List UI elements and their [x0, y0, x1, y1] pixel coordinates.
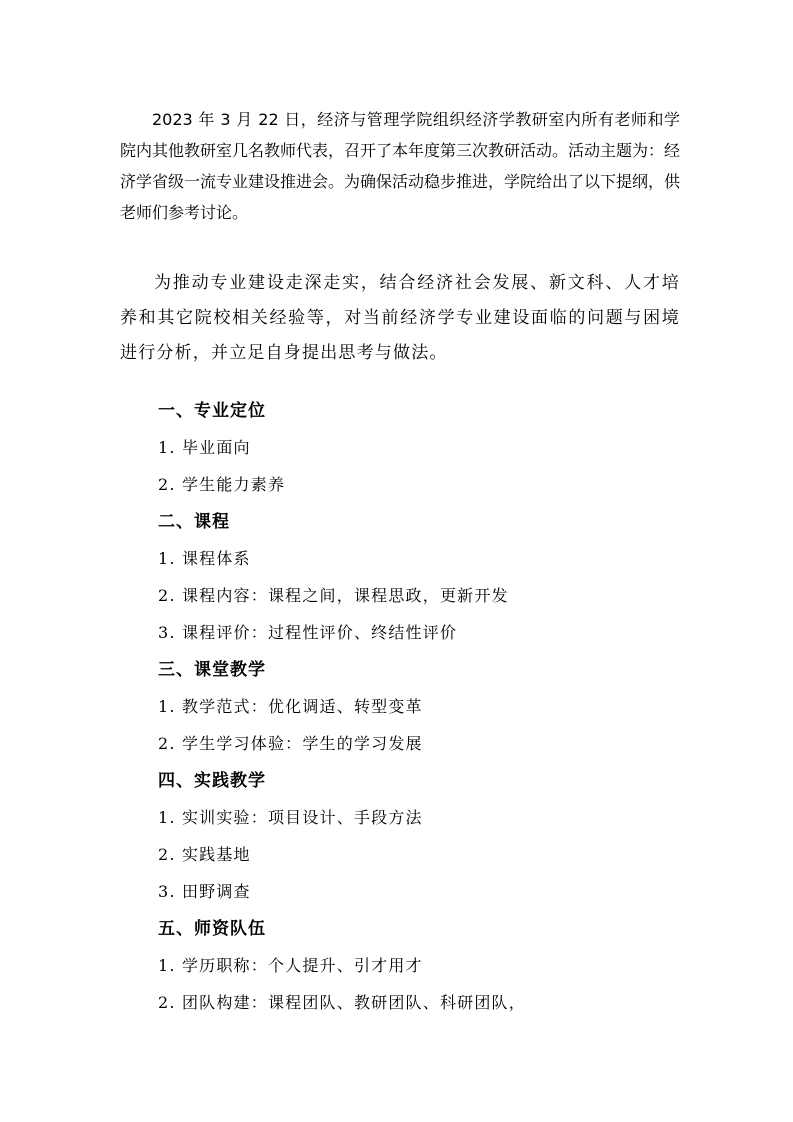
outline-item: 1. 课程体系	[158, 549, 251, 568]
section-heading-curriculum: 二、课程	[158, 512, 230, 532]
outline-item: 3. 课程评价：过程性评价、终结性评价	[158, 623, 458, 642]
purpose-paragraph: 为推动专业建设走深走实，结合经济社会发展、新文科、人才培养和其它院校相关经验等，对当前经济学专业建设面临的问题与困境进行分析，并立足自身提出思考与做法。	[120, 273, 680, 363]
outline-item: 1. 学历职称：个人提升、引才用才	[158, 956, 423, 975]
outline-item: 2. 实践基地	[158, 845, 251, 864]
outline-list	[158, 396, 678, 1025]
outline-item: 3. 田野调查	[158, 882, 251, 901]
section-heading-positioning: 一、专业定位	[158, 401, 266, 421]
intro-paragraph: 2023 年 3 月 22 日，经济与管理学院组织经济学教研室内所有老师和学院内其他教研室几名教师代表，召开了本年度第三次教研活动。活动主题为：经济学省级一流专业建设推进会。为确保活动稳步推进，学院给出了以下提纲，供老师们参考讨论。	[120, 110, 681, 222]
section-heading-faculty: 五、师资队伍	[158, 919, 266, 939]
outline-item: 2. 学生学习体验：学生的学习发展	[158, 734, 423, 753]
outline-item: 2. 学生能力素养	[158, 475, 286, 494]
section-heading-practical-teaching: 四、实践教学	[158, 771, 266, 791]
outline-item: 1. 教学范式：优化调适、转型变革	[158, 697, 423, 716]
outline-item: 2. 团队构建：课程团队、教研团队、科研团队，	[158, 993, 526, 1012]
section-heading-classroom-teaching: 三、课堂教学	[158, 660, 266, 680]
outline-item: 1. 实训实验：项目设计、手段方法	[158, 808, 423, 827]
outline-item: 1. 毕业面向	[158, 438, 251, 457]
outline-item: 2. 课程内容：课程之间，课程思政，更新开发	[158, 586, 509, 605]
